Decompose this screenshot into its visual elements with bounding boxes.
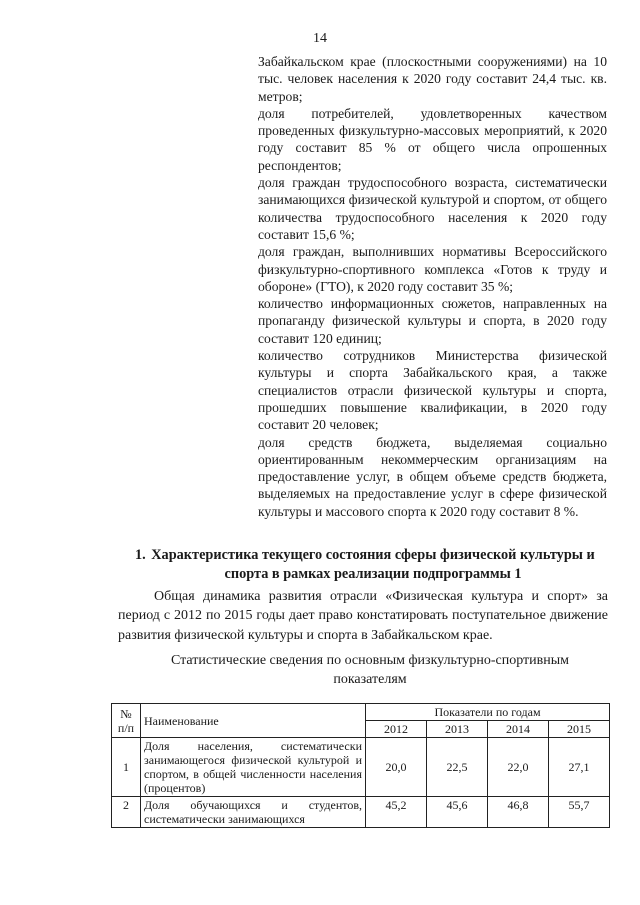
table-row (112, 738, 610, 797)
row-value: 45,6 (427, 797, 488, 828)
row-value: 55,7 (549, 797, 610, 828)
indicator-item: доля граждан, выполнивших нормативы Всероссийского физкультурно-спортивного комплекса «Готов к труду и обороне» (ГТО), к 2020 году составит 35 %; (258, 244, 607, 294)
header-year: 2014 (488, 721, 549, 738)
table-caption: Статистические сведения по основным физкультурно-спортивным показателям (170, 653, 569, 687)
section-title: Характеристика текущего состояния сферы физической культуры и спорта в рамках реализации подпрограммы 1 (151, 547, 595, 582)
section-heading (133, 546, 613, 584)
table-header-row (112, 704, 610, 721)
indicator-item: доля граждан трудоспособного возраста, систематически занимающихся физической культурой и спортом, от общего количества трудоспособного населения к 2020 году составит 15,6 %; (258, 175, 607, 242)
row-value: 45,2 (366, 797, 427, 828)
header-year: 2012 (366, 721, 427, 738)
table-row (112, 797, 610, 828)
statistics-table (111, 703, 610, 828)
header-year: 2013 (427, 721, 488, 738)
section-number: 1. (135, 547, 146, 563)
row-number: 2 (112, 797, 141, 828)
header-year: 2015 (549, 721, 610, 738)
row-value: 46,8 (488, 797, 549, 828)
row-number: 1 (112, 738, 141, 797)
page-number: 14 (313, 31, 327, 46)
indicator-item: доля средств бюджета, выделяемая социально ориентированным некоммерческим организациям на предоставление услуг, в общем объеме средств бюджета, выделяемых на предоставление услуг в сфере физической культуры и массового спорта к 2020 году составит 8 %. (258, 434, 607, 519)
row-value: 20,0 (366, 738, 427, 797)
indicator-item: количество информационных сюжетов, направленных на пропаганду физической культуры и спорта, в 2020 году составит 120 единиц; (258, 296, 607, 346)
row-value: 22,0 (488, 738, 549, 797)
row-name: Доля населения, систематически занимающегося физической культурой и спортом, в общей численности населения (процентов) (141, 738, 366, 797)
body-paragraph: Общая динамика развития отрасли «Физическая культура и спорт» за период с 2012 по 2015 годы дает право констатировать поступательное движение развития физической культуры и спорта в Забайкальском крае. (118, 589, 608, 643)
row-value: 22,5 (427, 738, 488, 797)
indicator-item: Забайкальском крае (плоскостными сооружениями) на 10 тыс. человек населения к 2020 году составит 24,4 тыс. кв. метров; (258, 54, 607, 104)
row-value: 27,1 (549, 738, 610, 797)
row-name: Доля обучающихся и студентов, систематически занимающихся (141, 797, 366, 828)
target-indicators-list (258, 53, 607, 520)
header-years-group: Показатели по годам (366, 704, 610, 721)
indicator-item: количество сотрудников Министерства физической культуры и спорта Забайкальского края, а также специалистов отрасли физической культуры и спорта, прошедших повышение квалификации, в 2020 году составит 20 человек; (258, 348, 607, 433)
header-number: № п/п (112, 704, 141, 738)
indicator-item: доля потребителей, удовлетворенных качеством проведенных физкультурно-массовых мероприятий, к 2020 году составит 85 % от общего числа опрошенных респондентов; (258, 105, 607, 173)
header-name: Наименование (141, 704, 366, 738)
